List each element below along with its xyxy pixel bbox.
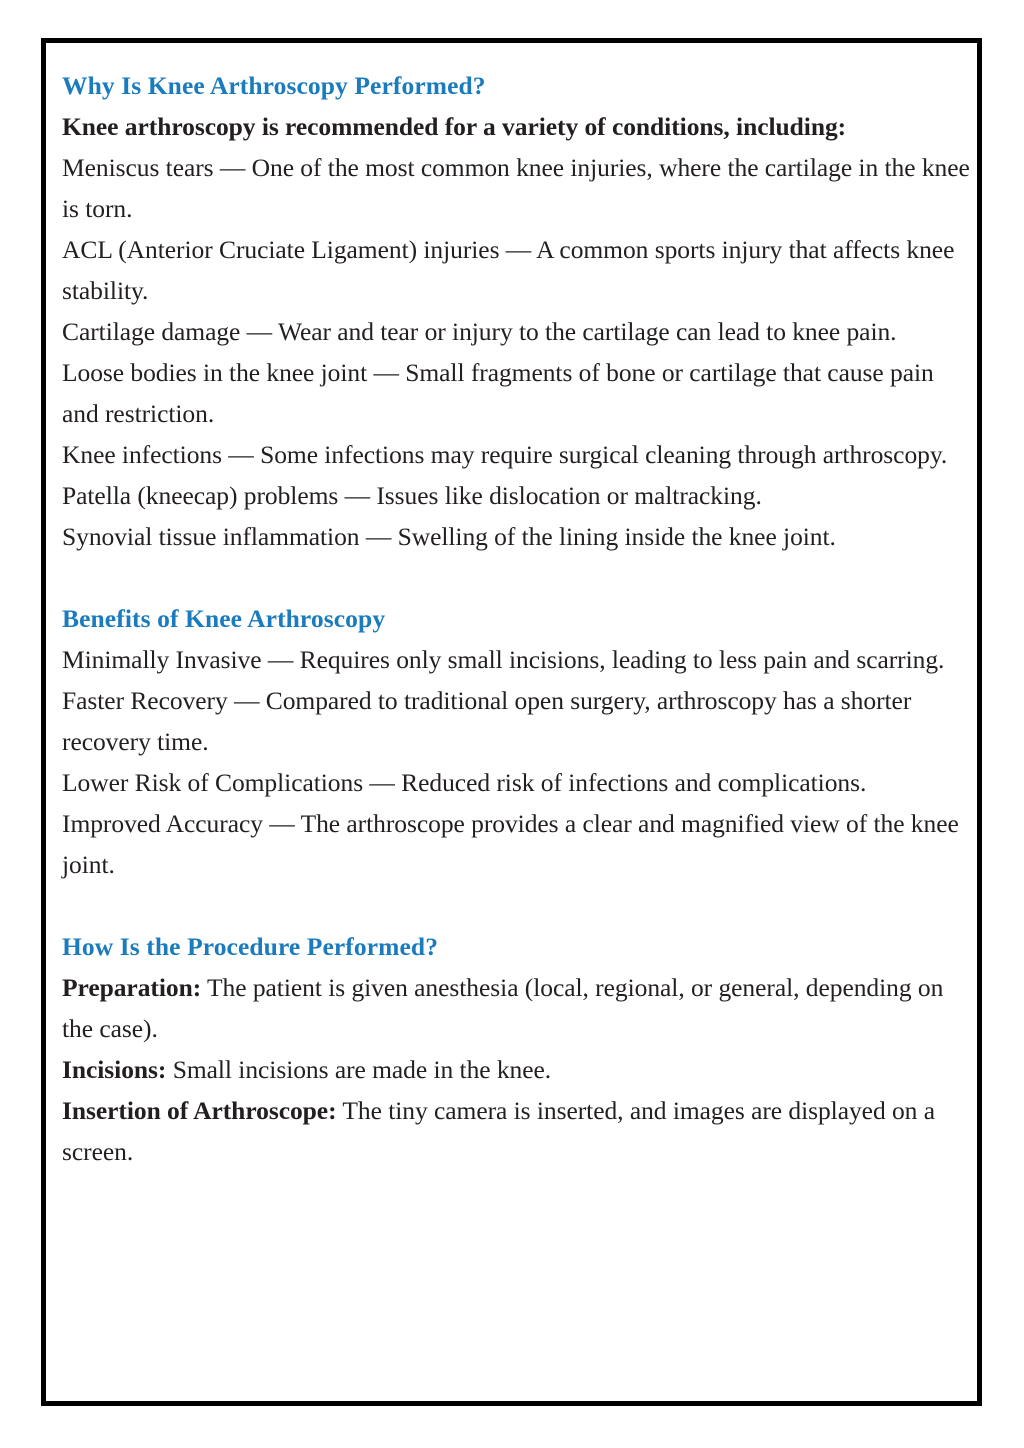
lead-paragraph-conditions: Knee arthroscopy is recommended for a variety of conditions, including: [62, 112, 847, 141]
step-incisions-text: Small incisions are made in the knee. [166, 1055, 552, 1084]
section-spacer-2 [62, 885, 973, 926]
benefit-faster-recovery: Faster Recovery — Compared to traditional open surgery, arthroscopy has a shorter recovery time. [62, 686, 912, 756]
list-item-meniscus-tears: Meniscus tears — One of the most common knee injuries, where the cartilage in the knee is torn. [62, 153, 970, 223]
step-incisions [62, 1049, 973, 1090]
list-item-cartilage-damage: Cartilage damage — Wear and tear or injury to the cartilage can lead to knee pain. [62, 317, 897, 346]
list-item-acl-injuries: ACL (Anterior Cruciate Ligament) injuries — A common sports injury that affects knee stability. [62, 235, 955, 305]
benefit-improved-accuracy: Improved Accuracy — The arthroscope provides a clear and magnified view of the knee joint. [62, 809, 959, 879]
benefit-minimally-invasive: Minimally Invasive — Requires only small incisions, leading to less pain and scarring. [62, 645, 945, 674]
section-heading-benefits: Benefits of Knee Arthroscopy [62, 604, 386, 633]
benefit-lower-risk: Lower Risk of Complications — Reduced risk of infections and complications. [62, 768, 867, 797]
step-preparation [62, 967, 973, 1049]
step-insertion-arthroscope [62, 1090, 973, 1172]
list-item-knee-infections: Knee infections — Some infections may require surgical cleaning through arthroscopy. [62, 440, 948, 469]
section-spacer-1 [62, 557, 973, 598]
section-heading-how-performed: How Is the Procedure Performed? [62, 932, 439, 961]
step-preparation-term: Preparation: [62, 973, 202, 1002]
section-heading-why-performed: Why Is Knee Arthroscopy Performed? [62, 71, 486, 100]
list-item-patella-problems: Patella (kneecap) problems — Issues like dislocation or maltracking. [62, 481, 762, 510]
list-item-synovial-inflammation: Synovial tissue inflammation — Swelling of the lining inside the knee joint. [62, 522, 836, 551]
step-preparation-text: The patient is given anesthesia (local, regional, or general, depending on the case). [62, 973, 944, 1043]
document-frame [41, 38, 982, 1406]
list-item-loose-bodies: Loose bodies in the knee joint — Small fragments of bone or cartilage that cause pain and restriction. [62, 358, 934, 428]
step-incisions-term: Incisions: [62, 1055, 167, 1084]
document-content [62, 65, 973, 1172]
step-insertion-term: Insertion of Arthroscope: [62, 1096, 337, 1125]
step-insertion-text: The tiny camera is inserted, and images are displayed on a screen. [62, 1096, 935, 1166]
